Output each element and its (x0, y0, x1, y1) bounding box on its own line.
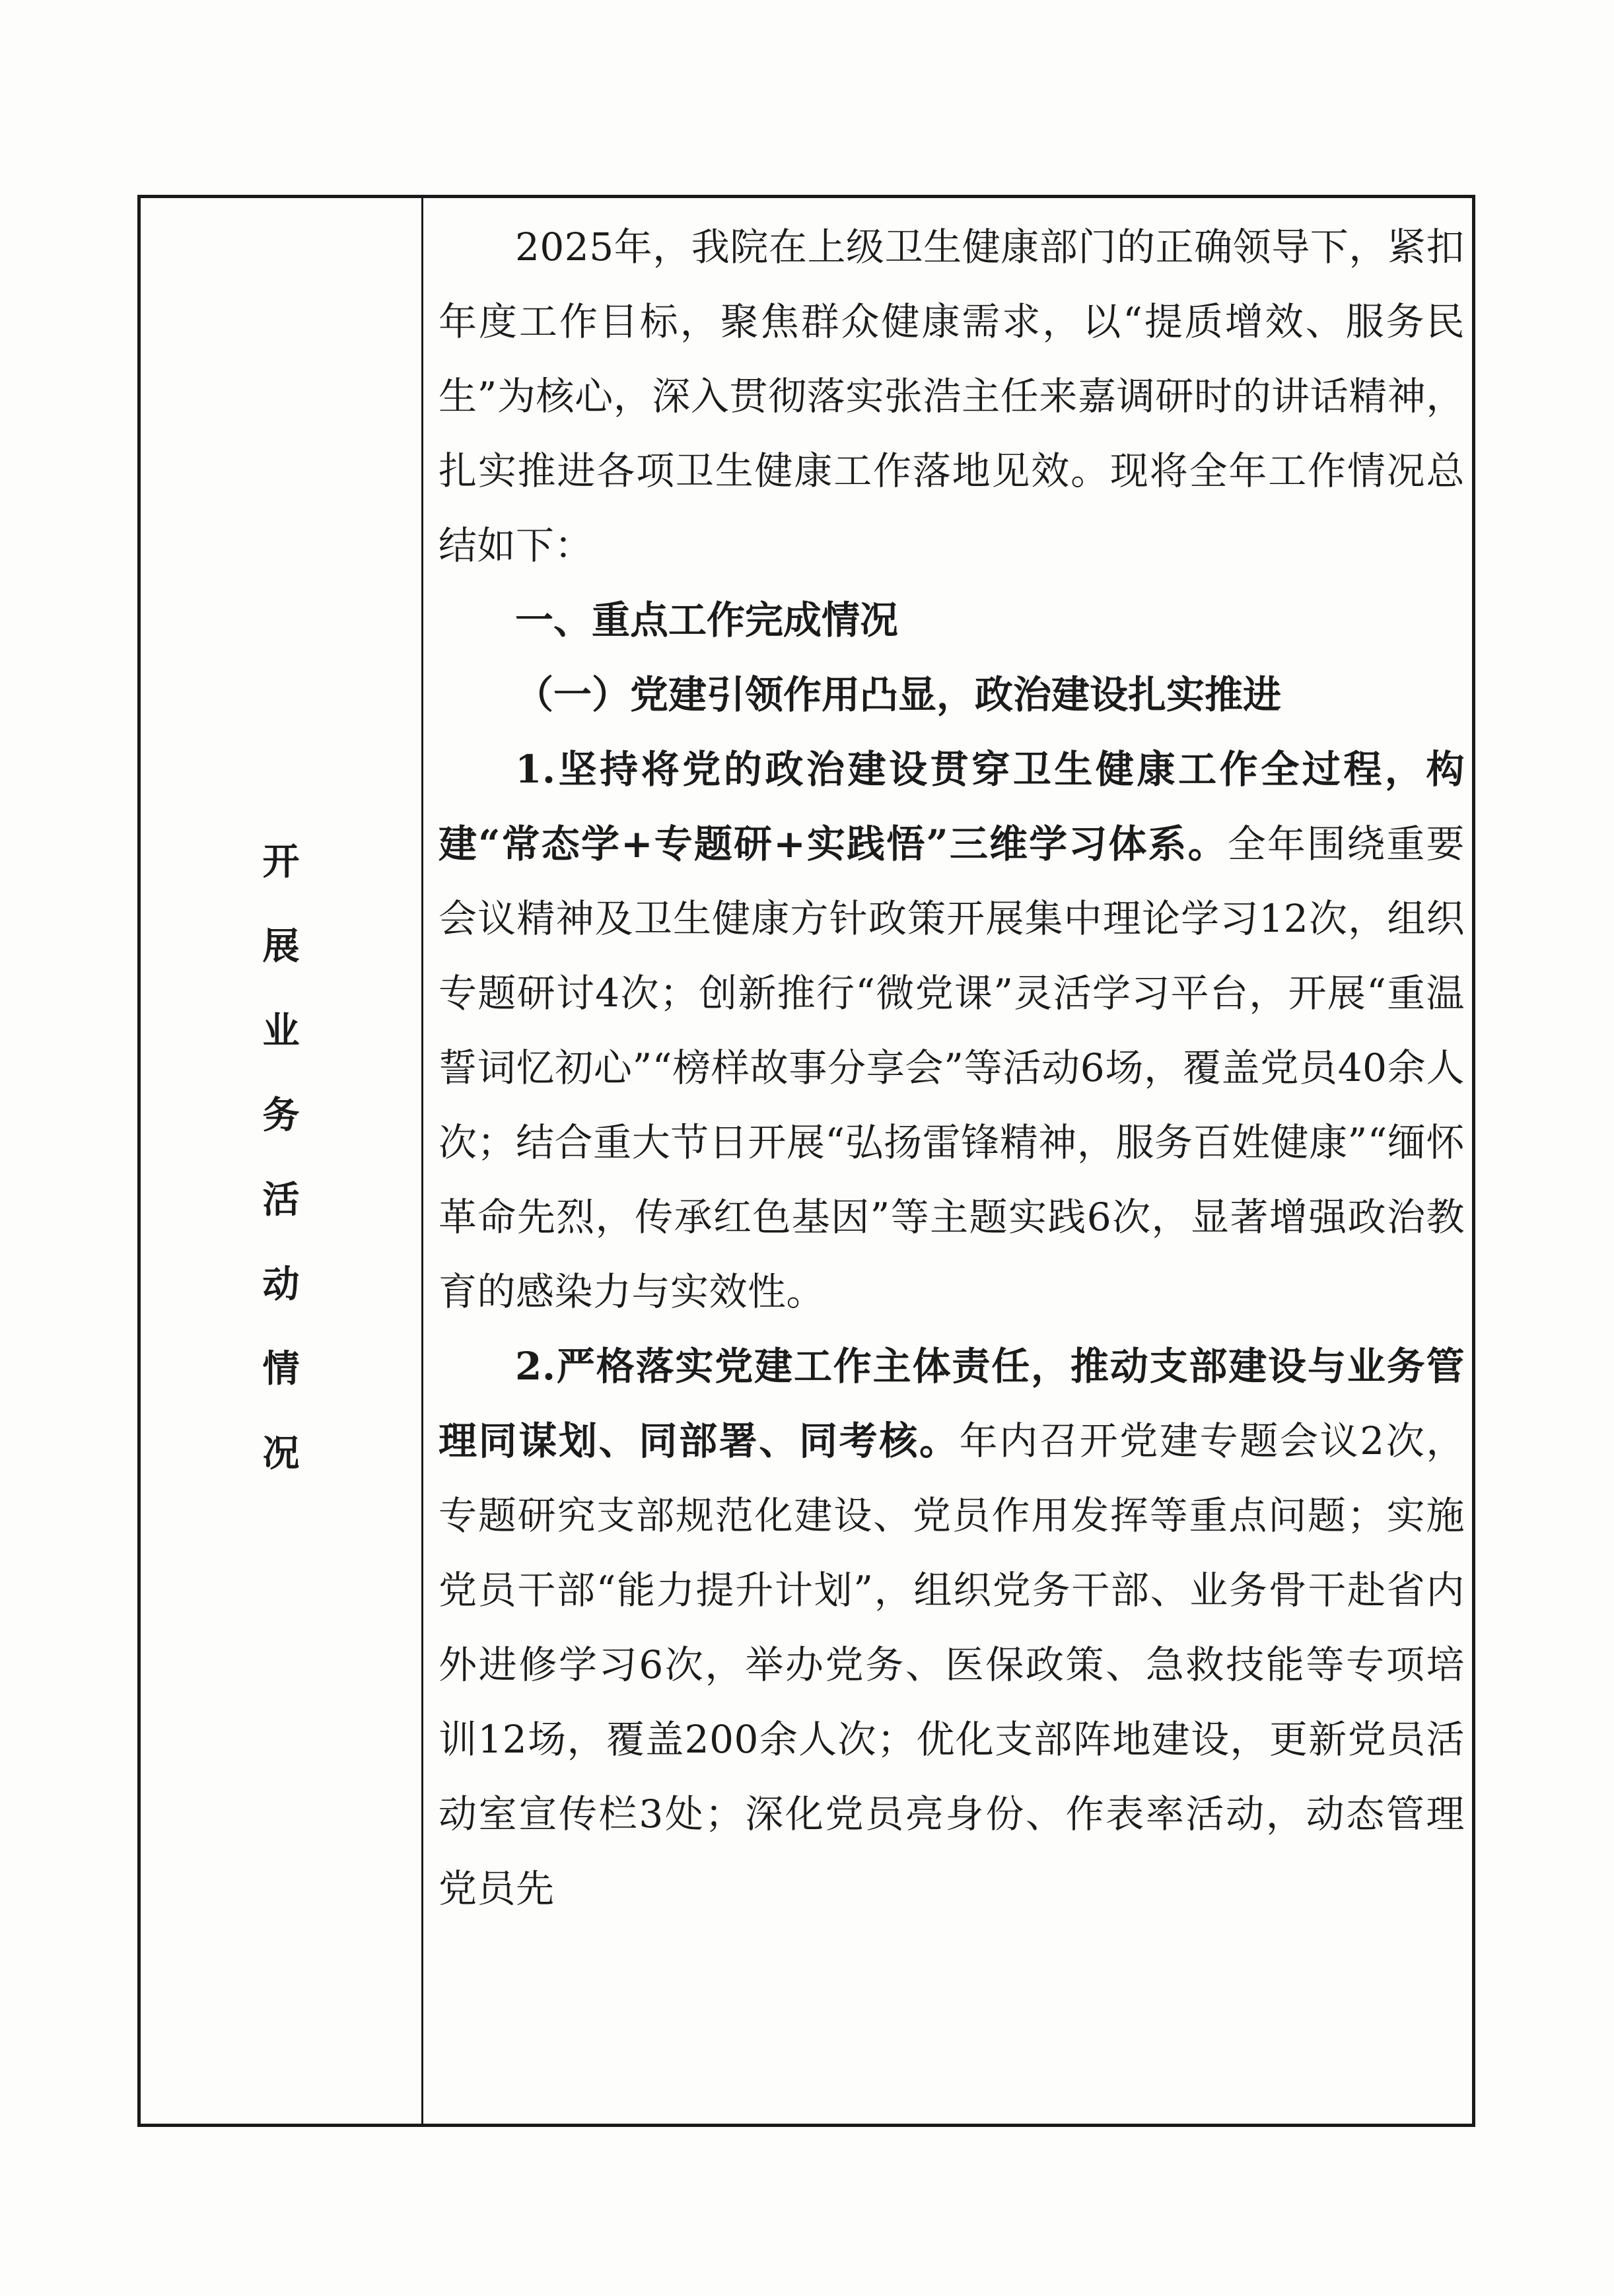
section-heading: 一、重点工作完成情况 (515, 598, 899, 643)
item-2-body: 年内召开党建专题会议2次，专题研究支部规范化建设、党员作用发挥等重点问题；实施党员干部“能力提升计划”，组织党务干部、业务骨干赴省内外进修学习6次，举办党务、医保政策、急救技能等专项培训12场，覆盖200余人次；优化支部阵地建设，更新党员活动室宣传栏3处；深化党员亮身份、作表率活动，动态管理党员先 (439, 1418, 1465, 1911)
row-label-char: 业 (262, 1009, 300, 1053)
item-1-body: 全年围绕重要会议精神及卫生健康方针政策开展集中理论学习12次，组织专题研讨4次；创新推行“微党课”灵活学习平台，开展“重温誓词忆初心”“榜样故事分享会”等活动6场，覆盖党员40余人次；结合重大节日开展“弘扬雷锋精神，服务百姓健康”“缅怀革命先烈，传承红色基因”等主题实践6次，显著增强政治教育的感染力与实效性。 (439, 821, 1465, 1314)
subsection-heading: （一）党建引领作用凸显，政治建设扎实推进 (515, 672, 1282, 717)
row-label-char: 开 (262, 840, 300, 884)
item-2-paragraph (439, 1329, 1465, 1926)
row-label-char: 情 (262, 1347, 300, 1391)
row-label-cell (141, 198, 421, 2124)
item-1-paragraph (439, 732, 1465, 1329)
content-cell (439, 210, 1465, 1926)
row-label-char: 活 (262, 1178, 300, 1222)
item-2-lead: 2.严格落实党建工作主体责任，推动支部建设与业务管理同谋划、同部署、同考核。 (439, 1344, 1465, 1463)
column-divider (421, 195, 423, 2127)
row-label-char: 动 (262, 1263, 300, 1306)
row-label-char: 务 (262, 1094, 300, 1137)
row-label-char: 展 (262, 924, 300, 968)
row-label-char: 况 (262, 1432, 300, 1475)
intro-paragraph: 2025年，我院在上级卫生健康部门的正确领导下，紧扣年度工作目标，聚焦群众健康需求，以“提质增效、服务民生”为核心，深入贯彻落实张浩主任来嘉调研时的讲话精神，扎实推进各项卫生健康工作落地见效。现将全年工作情况总结如下： (439, 225, 1465, 568)
item-1-lead: 1.坚持将党的政治建设贯穿卫生健康工作全过程，构建“常态学+专题研+实践悟”三维学习体系。 (439, 747, 1465, 866)
